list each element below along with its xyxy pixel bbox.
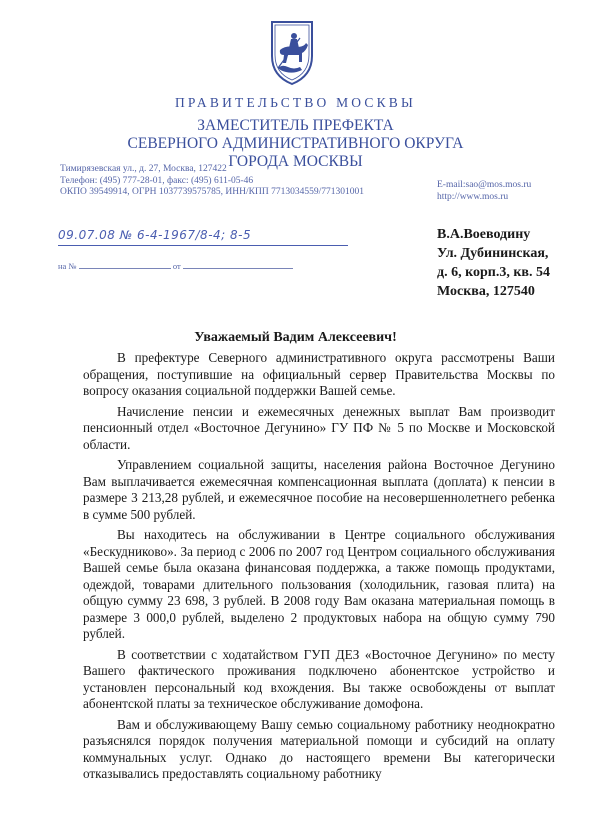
incoming-reference-line [58, 260, 293, 271]
letter-paragraph: В префектуре Северного административного округа рассмотрены Ваши обращения, поступившие на официальный сервер Правительства Москвы по вопросу оказания социальной поддержки Вашей семье. [83, 350, 555, 398]
recipient-name: В.А.Воеводину [437, 227, 531, 242]
letter-greeting: Уважаемый Вадим Алексеевич! [194, 330, 397, 345]
date-blank [183, 260, 293, 269]
number-blank [79, 260, 171, 269]
contact-info-left [60, 164, 364, 199]
letter-body [83, 350, 555, 787]
government-heading: ПРАВИТЕЛЬСТВО МОСКВЫ [174, 95, 416, 110]
recipient-city: Москва, 127540 [437, 284, 535, 299]
from-label: от [172, 261, 181, 271]
letter-paragraph: Управлением социальной защиты, населения района Восточное Дегунино Вам выплачивается ежемесячная компенсационная выплата (доплата) к пенсии в размере 3 213,28 рублей, и ежемесячное пособие на несовершеннолетнего ребенка в сумме 500 рублей. [83, 457, 555, 522]
number-label: на № [58, 261, 77, 271]
website-line: http://www.mos.ru [437, 191, 509, 202]
address-line: Тимирязевская ул., д. 27, Москва, 127422 [60, 164, 227, 174]
letter-paragraph: В соответствии с ходатайством ГУП ДЕЗ «Восточное Дегунино» по месту Вашего фактического проживания подключено абонентское устройство и установлен персональный код вхождения. Вы также освобождены от выплат абонентской платы за техническое обслуживание домофона. [83, 646, 555, 711]
deputy-title-line: СЕВЕРНОГО АДМИНИСТРАТИВНОГО ОКРУГА [127, 135, 464, 152]
deputy-title-line: ЗАМЕСТИТЕЛЬ ПРЕФЕКТА [197, 117, 394, 134]
handwritten-reference-number: 09.07.08 № 6-4-1967/8-4; 8-5 [58, 228, 252, 242]
recipient-street: Ул. Дубининская, [437, 246, 549, 261]
letter-paragraph: Начисление пенсии и ежемесячных денежных выплат Вам производит пенсионный отдел «Восточное Дегунино» ГУ ПФ № 5 по Москве и Московской области. [83, 403, 555, 452]
contact-info-right [437, 180, 531, 203]
deputy-title-line: ГОРОДА МОСКВЫ [228, 153, 363, 170]
phone-line: Телефон: (495) 777-28-01, факс: (495) 611-05-46 [60, 175, 254, 186]
letter-paragraph: Вы находитесь на обслуживании в Центре социального обслуживания «Бескудниково». За период с 2006 по 2007 год Центром социального обслуживания Вашей семье была оказана финансовая поддержка, а также помощь продуктами, одеждой, товарами длительного пользования (холодильник, газовая плита) на общую сумму 23 698, 3 рублей. В 2008 году Вам оказана материальная помощь в размере 3 000,0 рублей, выделено 2 продуктовых набора на общую сумму 790 рублей. [83, 527, 555, 641]
email-line: E-mail:sao@mos.mos.ru [437, 180, 532, 190]
registration-line: ОКПО 39549914, ОГРН 1037739575785, ИНН/КПП 7713034559/771301001 [60, 187, 364, 197]
deputy-prefect-title [0, 117, 591, 171]
letter-paragraph: Вам и обслуживающему Вашу семью социальному работнику неоднократно разъяснялся порядок получения материальной помощи и субсидий на оплату коммунальных услуг. Однако до настоящего времени Вы категорически отказывались предоставлять социальному работнику [83, 716, 555, 781]
reference-underline [58, 245, 348, 246]
recipient-address [437, 225, 550, 301]
moscow-coat-of-arms-icon [264, 18, 320, 86]
recipient-building: д. 6, корп.3, кв. 54 [437, 265, 550, 280]
